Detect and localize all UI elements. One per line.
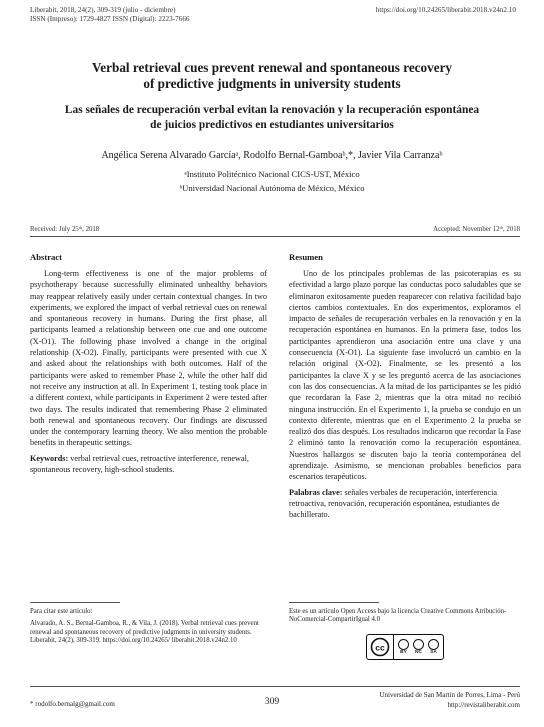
spanish-title-line-1: Las señales de recuperación verbal evitan la renovación y la recuperación espontánea — [64, 104, 480, 116]
received-date: Received: July 25ᵗʰ, 2018 — [30, 226, 100, 233]
resumen-section — [289, 252, 521, 521]
abstract-heading: Abstract — [30, 252, 62, 262]
license-text: Este es un artículo Open Access bajo la licencia Creative Commons Atribución-NoComercial-CompartirIgual 4.0 — [289, 608, 507, 624]
abstract-section — [30, 252, 267, 475]
abstract-keywords — [30, 453, 267, 476]
svg-text:cc: cc — [375, 642, 385, 653]
issn-line: ISSN (Impreso): 1729-4827 ISSN (Digital): 2223-7666 — [30, 15, 190, 23]
resumen-text: Uno de los principales problemas de las psicoterapias es su efectividad a largo plazo porque las conductas poco saludables que se eliminaron exitosamente pueden reaparecer con relativa facilidad bajo ciertos cambios contextuales. En dos experimentos, exploramos el impacto de señales de recuperación verbales en la renovación y en la recuperación espontánea en humanos. En la primera fase, todos los participantes aprendieron una asociación entre una clave y una consecuencia (X-O1). La siguiente fase involucró un cambio en la relación original (X-O2). Finalmente, se les presentó a los participantes la clave X y se les preguntó acerca de las asociaciones con las dos consecuencias. A la mitad de los participantes se les pidió que recordaran la Fase 2, mientras que la otra mitad no recibió ninguna instrucción. En el Experimento 1, la prueba se condujo en un contexto diferente, mientras que en el Experimento 2 la prueba se realizó dos días después. Los resultados indicaron que recordar la Fase 2 eliminó tanto la renovación como la recuperación espontánea. Nuestros hallazgos se discuten bajo la teoría contemporánea del aprendizaje. Asimismo, se mencionan probables beneficios para escenarios terapéuticos. — [289, 269, 521, 482]
cc-sa-icon: SA — [428, 639, 439, 656]
author-list: Angélica Serena Alvarado Garcíaᵃ, Rodolfo Bernal-Gamboaᵇ,*, Javier Vila Carranzaᵇ — [101, 150, 443, 161]
license-divider — [289, 602, 379, 603]
corresponding-email[interactable]: * rodolfo.bernalg@gmail.com — [30, 700, 115, 708]
accepted-date: Accepted: November 12ᵗʰ, 2018 — [433, 226, 520, 233]
palabras-clave-label: Palabras clave: — [289, 487, 343, 497]
affiliation-a: ᵃInstituto Politécnico Nacional CICS-UST, México — [184, 169, 360, 179]
cc-logo-icon — [367, 635, 394, 659]
header-divider — [30, 236, 520, 237]
footer-divider — [30, 686, 520, 687]
journal-website-link[interactable]: http://revistaliberabit.com — [447, 701, 520, 709]
citation-text: Alvarado, A. S., Bernal-Gamboa, R., & Vila, J. (2018). Verbal retrieval cues prevent renewal and spontaneous recovery of predictive judgments in university students. Liberabit, 24(2), 309-319. https://doi.org/10.24265/ liberabit.2018.v24n2.10 — [30, 620, 259, 644]
citation-block — [30, 608, 270, 645]
publisher-line: Universidad de San Martín de Porres, Lima - Perú — [379, 691, 520, 699]
citation-label: Para citar este artículo: — [30, 608, 93, 615]
journal-citation-line: Liberabit, 2018, 24(2), 309-319 (julio - diciembre) — [30, 6, 176, 14]
page-number: 309 — [264, 696, 280, 707]
affiliation-b: ᵇUniversidad Nacional Autónoma de México, México — [179, 183, 365, 193]
palabras-clave-list: señales verbales de recuperación, interferencia retroactiva, renovación, recuperación espontánea, estudiantes de bachillerato. — [289, 487, 500, 520]
spanish-title-line-2: de juicios predictivos en estudiantes universitarios — [150, 119, 394, 131]
abstract-text: Long-term effectiveness is one of the major problems of psychotherapy because successfully eliminated unhealthy behaviors may reappear relatively easily under certain contextual changes. In two experiments, we explored the impact of verbal retrieval cues on renewal and spontaneous recovery in humans. During the first phase, all participants learned a relationship between one cue and one outcome (X-O1). The following phase involved a change in the original relationship (X-O2). Finally, participants were presented with cue X and asked about the relationships with both outcomes. Half of the participants were asked to remember Phase 2, while the other half did not receive any instruction at all. In Experiment 1, testing took place in a different context, while participants in Experiment 2 were tested after two days. The results indicated that remembering Phase 2 eliminated both renewal and spontaneous recovery. Our findings are discussed under the contemporary learning theory. We also mention the probable benefits in therapeutic settings. — [30, 269, 267, 448]
resumen-keywords — [289, 487, 521, 521]
keywords-list: verbal retrieval cues, retroactive interference, renewal, spontaneous recovery, high-school students. — [30, 453, 249, 475]
citation-divider — [30, 602, 120, 603]
creative-commons-badge[interactable] — [366, 634, 444, 660]
english-title-line-2: of predictive judgments in university students — [143, 76, 401, 91]
cc-by-icon: BY — [398, 639, 409, 656]
doi-link[interactable]: https://doi.org/10.24265/liberabit.2018.v24n2.10 — [375, 6, 516, 14]
english-title-line-1: Verbal retrieval cues prevent renewal and spontaneous recovery — [91, 60, 453, 75]
resumen-heading: Resumen — [289, 252, 323, 262]
keywords-label: Keywords: — [30, 453, 69, 463]
cc-nc-icon: NC — [413, 639, 424, 656]
